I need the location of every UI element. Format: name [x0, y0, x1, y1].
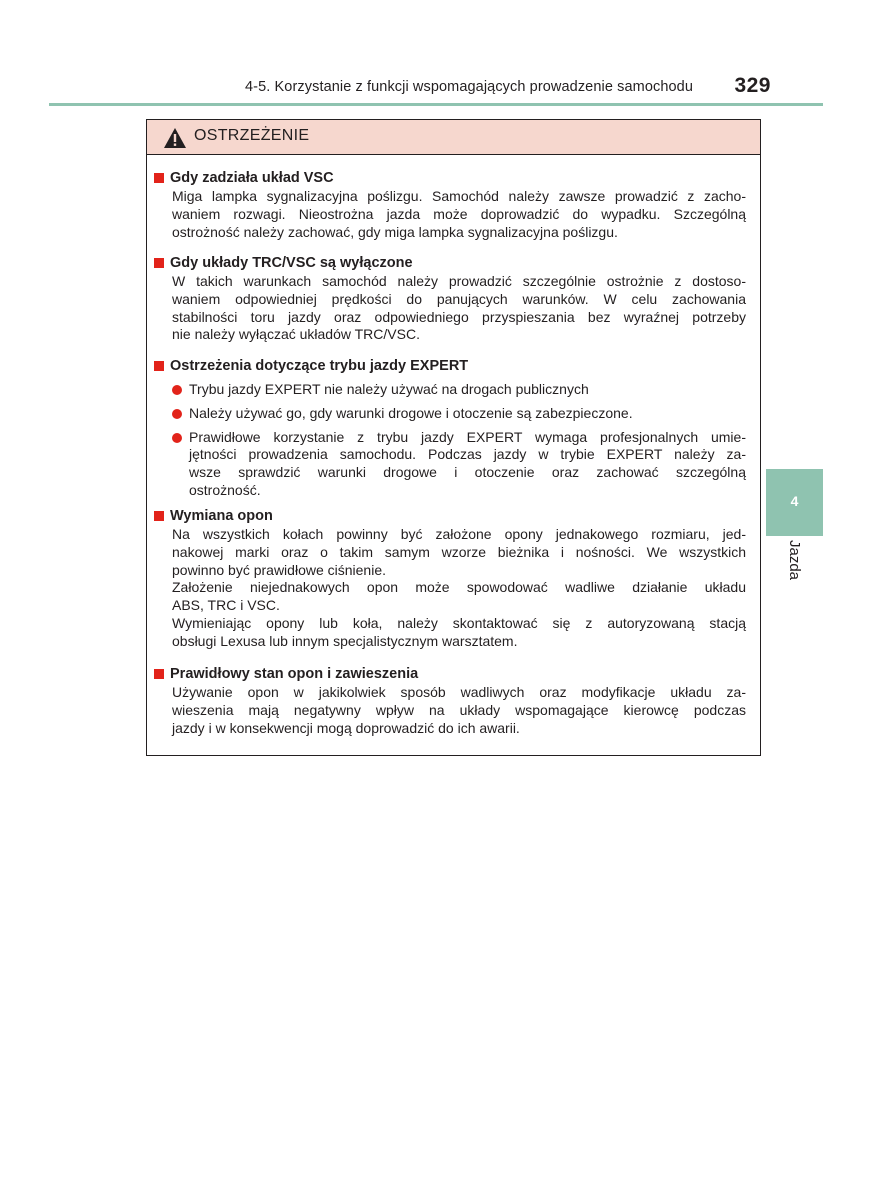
section-vsc [152, 168, 746, 241]
chapter-number: 4 [790, 493, 799, 509]
red-square-icon [154, 361, 164, 371]
section-expert-mode [152, 356, 746, 500]
section-text: Na wszystkich kołach powinny być założone opony jednakowego rozmiaru, jed- nakowej marki oraz o takim samym wzorze bieżnika i nośności. We wszystkich powinno być prawidłowe ciśnienie. Założenie niejednakowych opon może spowodować wadliwe działanie układu ABS, TRC i VSC. Wymieniając opony lub koła, należy skontaktować się z autoryzowaną stacją obsługi Lexusa lub innym specjalistycznym warsztatem. [172, 526, 746, 649]
section-text: Używanie opon w jakikolwiek sposób wadliwych oraz modyfikacje układu za- wieszenia mają negatywny wpływ na układy wspomagające kierowcę podczas jazdy i w konsekwencji mogą doprowadzić do ich awarii. [172, 684, 746, 736]
chapter-side-label: Jazda [786, 540, 803, 581]
chapter-tab [766, 469, 823, 536]
red-dot-icon [172, 433, 182, 443]
list-item: Należy używać go, gdy warunki drogowe i otoczenie są zabezpieczone. [172, 405, 746, 423]
red-square-icon [154, 258, 164, 268]
red-dot-icon [172, 385, 182, 395]
warning-label: OSTRZEŻENIE [194, 127, 310, 144]
red-square-icon [154, 511, 164, 521]
section-tire-replacement [152, 506, 746, 651]
list-item: Prawidłowe korzystanie z trybu jazdy EXPERT wymaga profesjonalnych umie- jętności prowadzenia samochodu. Podczas jazdy w trybie EXPERT należy za- wsze sprawdzić warunki drogowe i otoczenie oraz zachować szczególną ostrożność. [172, 429, 746, 500]
warning-content [147, 154, 760, 755]
section-title: Gdy układy TRC/VSC są wyłączone [152, 253, 746, 273]
section-title: Wymiana opon [152, 506, 746, 526]
warning-header [147, 120, 760, 155]
list-item: Trybu jazdy EXPERT nie należy używać na drogach publicznych [172, 381, 746, 399]
section-tire-suspension [152, 664, 746, 737]
red-square-icon [154, 173, 164, 183]
red-dot-icon [172, 409, 182, 419]
section-title: Prawidłowy stan opon i zawieszenia [152, 664, 746, 684]
section-trc-vsc-off [152, 253, 746, 344]
chapter-title: 4-5. Korzystanie z funkcji wspomagających prowadzenie samochodu [245, 79, 693, 95]
section-title: Gdy zadziała układ VSC [152, 168, 746, 188]
page-header [0, 70, 823, 104]
page-number: 329 [734, 74, 771, 97]
header-divider [49, 103, 823, 106]
section-title: Ostrzeżenia dotyczące trybu jazdy EXPERT [152, 356, 746, 376]
section-text: Miga lampka sygnalizacyjna poślizgu. Samochód należy zawsze prowadzić z zacho- waniem rozwagi. Nieostrożna jazda może doprowadzić do wypadku. Szczególną ostrożność należy zachować, gdy miga lampka sygnalizacyjna poślizgu. [172, 188, 746, 240]
red-square-icon [154, 669, 164, 679]
warning-box [146, 119, 761, 756]
section-text: W takich warunkach samochód należy prowadzić szczególnie ostrożnie z dostoso- waniem odpowiedniej prędkości do panujących warunków. W celu zachowania stabilności toru jazdy oraz odpowiedniego przyspieszania bez wyraźnej potrzeby nie należy wyłączać układów TRC/VSC. [172, 273, 746, 343]
warning-triangle-icon [163, 127, 187, 149]
